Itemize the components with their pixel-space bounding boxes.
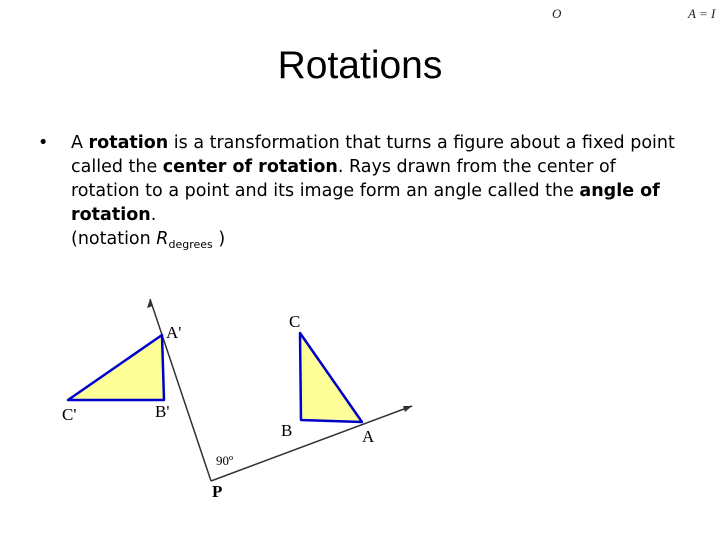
notation-symbol: R bbox=[156, 229, 169, 249]
label-a-prime: A' bbox=[166, 323, 182, 342]
text-segment: . bbox=[150, 205, 157, 225]
ray-arrowhead bbox=[403, 406, 412, 412]
label-c: C bbox=[289, 312, 301, 331]
notation-close: ) bbox=[212, 229, 226, 249]
label-p: P bbox=[212, 482, 223, 501]
text-segment: A bbox=[71, 133, 89, 153]
bullet-mark: • bbox=[38, 133, 49, 153]
stray-symbol-o: O bbox=[552, 6, 562, 21]
triangle-original bbox=[300, 333, 362, 422]
term-center-of-rotation: center of rotation bbox=[162, 157, 338, 177]
label-b-prime: B' bbox=[155, 402, 170, 421]
label-b: B bbox=[281, 421, 293, 440]
slide-title: Rotations bbox=[277, 44, 443, 87]
label-angle-90: 90º bbox=[216, 453, 234, 468]
triangle-image bbox=[68, 335, 164, 400]
term-rotation: rotation bbox=[88, 133, 169, 153]
text-segment: is a transformation that turns a figure about a fixed point called the bbox=[71, 133, 675, 177]
notation-subscript: degrees bbox=[168, 238, 213, 251]
notation-open: (notation bbox=[71, 229, 157, 249]
stray-symbol-a-equals: A = I bbox=[688, 6, 716, 21]
label-a: A bbox=[362, 427, 375, 446]
label-c-prime: C' bbox=[62, 405, 77, 424]
term-angle-of-rotation: angle of rotation bbox=[71, 181, 660, 225]
text-segment: . Rays drawn from the center of rotation to a point and its image form an angle called the bbox=[71, 157, 616, 201]
